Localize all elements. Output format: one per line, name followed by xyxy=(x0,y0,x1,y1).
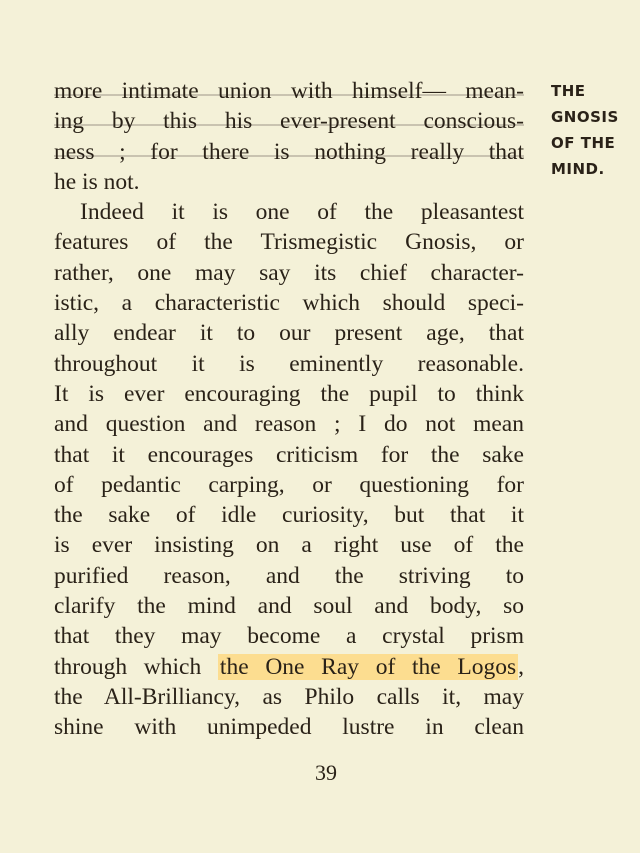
text-line xyxy=(54,106,524,136)
text-line: It is ever encouraging the pupil to think xyxy=(54,380,524,407)
text-line: purified reason, and the striving to xyxy=(54,562,524,589)
text-line: throughout it is eminently reasonable. xyxy=(54,350,524,377)
text-line: rather, one may say its chief character- xyxy=(54,259,524,286)
text-line: of pedantic carping, or questioning for xyxy=(54,471,524,498)
margin-note-line: OF THE xyxy=(551,134,616,152)
margin-note-line: GNOSIS xyxy=(551,108,619,126)
text-segment: through which xyxy=(54,653,202,680)
text-line: that it encourages criticism for the sake xyxy=(54,441,524,468)
text-line: is ever insisting on a right use of the xyxy=(54,532,524,559)
highlighted-phrase: the One Ray of the Logos xyxy=(219,653,517,680)
text-line-with-highlight xyxy=(54,652,524,682)
text-line: and question and reason ; I do not mean xyxy=(54,411,524,438)
text-line: istic, a characteristic which should speci- xyxy=(54,290,524,317)
text-line: shine with unimpeded lustre in clean xyxy=(54,714,524,741)
text-line xyxy=(54,137,524,167)
text-segment: , xyxy=(518,653,524,680)
page-number: 39 xyxy=(315,760,337,785)
underlined-line: more intimate union with himself— mean- xyxy=(54,78,524,104)
text-line: the All-Brilliancy, as Philo calls it, may xyxy=(54,683,524,710)
text-line: clarify the mind and soul and body, so xyxy=(54,593,524,620)
margin-note xyxy=(551,78,636,182)
text-line: ally endear it to our present age, that xyxy=(54,320,524,347)
paragraph-start-line: Indeed it is one of the pleasantest xyxy=(80,199,524,226)
text-line: the sake of idle curiosity, but that it xyxy=(54,502,524,529)
text-line: that they may become a crystal prism xyxy=(54,623,524,650)
underlined-line: ness ; for there is nothing really that xyxy=(54,138,524,165)
text-line xyxy=(54,76,524,106)
body-text xyxy=(54,76,524,743)
text-line: features of the Trismegistic Gnosis, or xyxy=(54,229,524,256)
underlined-line: ing by this his ever-present conscious- xyxy=(54,108,524,135)
margin-note-line: THE xyxy=(551,82,586,100)
margin-note-line: MIND. xyxy=(551,160,605,178)
text-line: he is not. xyxy=(54,168,140,195)
